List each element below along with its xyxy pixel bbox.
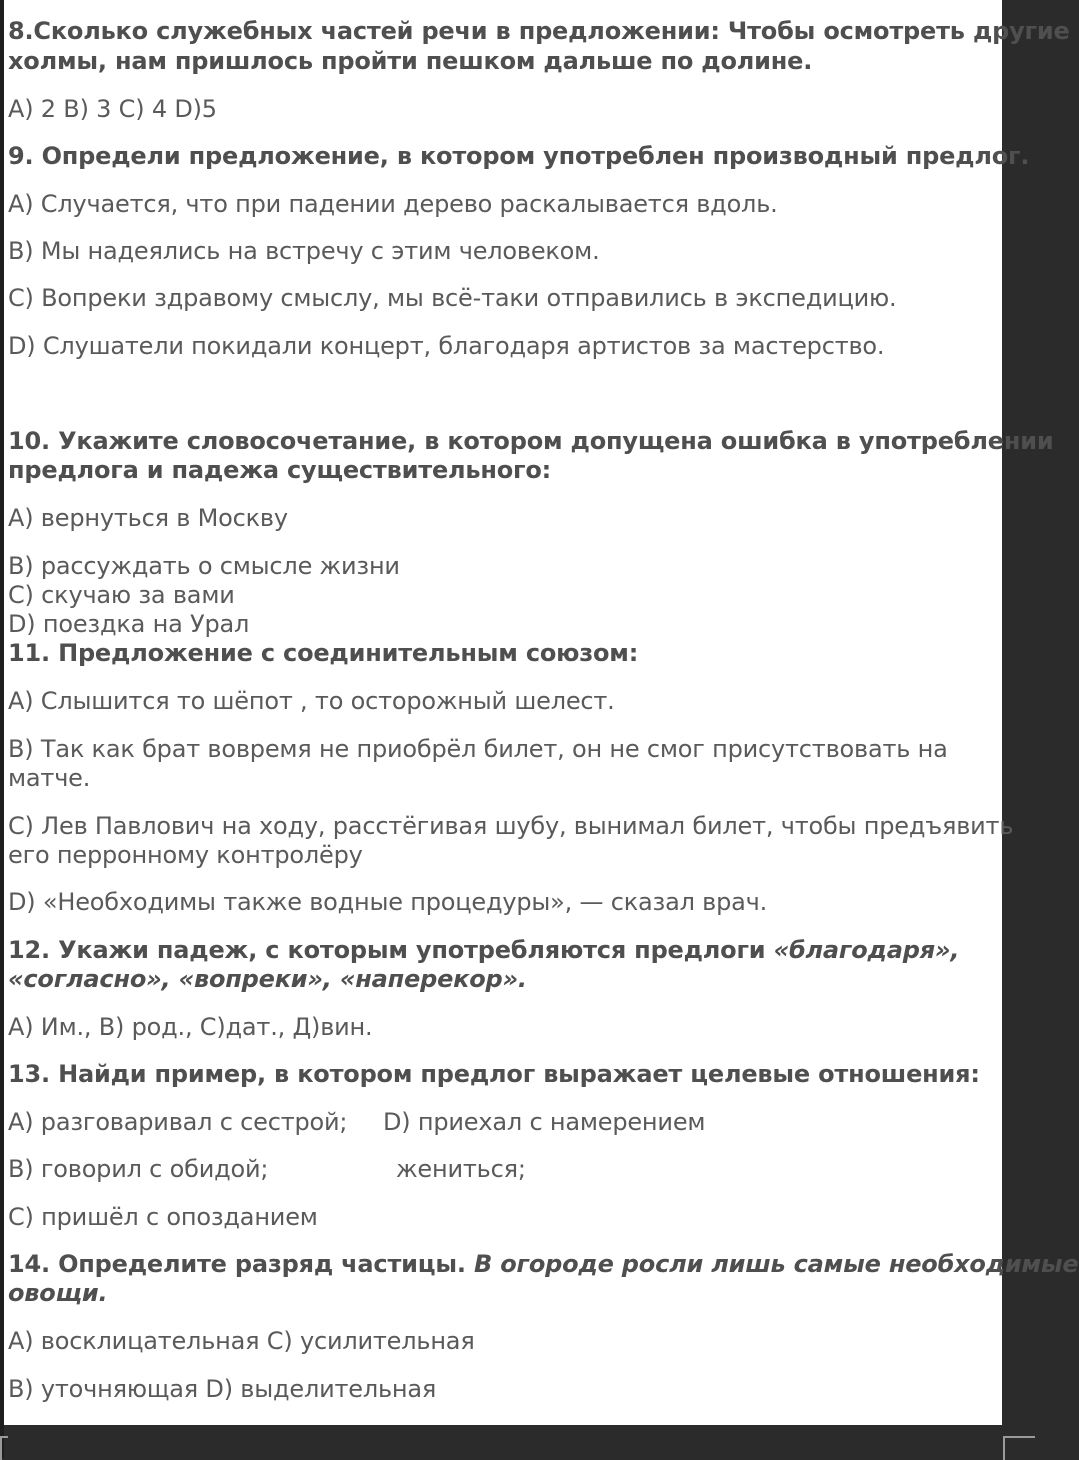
q11-title: 11. Предложение с соединительным союзом: (8, 639, 639, 667)
q10-option-d: D) поездка на Урал (8, 610, 250, 638)
q10-option-a: A) вернуться в Москву (8, 504, 288, 532)
q14-title-line2: овощи. (8, 1279, 108, 1307)
q11-option-c-line2: его перронному контролёру (8, 841, 363, 869)
q14-title-text: 14. Определите разряд частицы. (8, 1250, 474, 1278)
corner-mark-left (0, 1436, 8, 1460)
q9-option-c: C) Вопреки здравому смыслу, мы всё-таки отправились в экспедицию. (8, 284, 897, 312)
q14-options-line1: A) восклицательная C) усилительная (8, 1327, 475, 1355)
q9-title: 9. Определи предложение, в котором употреблен производный предлог. (8, 142, 1030, 170)
q11-option-a: A) Слышится то шёпот , то осторожный шелест. (8, 687, 615, 715)
q8-title-line2: холмы, нам пришлось пройти пешком дальше по долине. (8, 47, 813, 75)
q10-option-b: B) рассуждать о смысле жизни (8, 552, 400, 580)
q9-option-b: B) Мы надеялись на встречу с этим человеком. (8, 237, 600, 265)
q12-title-line1 (8, 936, 959, 965)
q12-title-italic: «благодаря», (773, 936, 960, 964)
q12-options: A) Им., B) род., C)дат., Д)вин. (8, 1013, 373, 1041)
q11-option-b-line2: матче. (8, 764, 91, 792)
corner-mark-right (1003, 1436, 1035, 1460)
q12-title-line2: «согласно», «вопреки», «наперекор». (8, 965, 527, 993)
q10-title-line1: 10. Укажите словосочетание, в котором допущена ошибка в употреблении (8, 427, 1054, 455)
document-page (4, 0, 1079, 1425)
q12-title-text: 12. Укажи падеж, с которым употребляются предлоги (8, 936, 774, 964)
q13-title: 13. Найди пример, в котором предлог выражает целевые отношения: (8, 1060, 980, 1088)
q8-options: A) 2 B) 3 C) 4 D)5 (8, 95, 217, 123)
q14-title-line1 (8, 1250, 1079, 1279)
q11-option-d: D) «Необходимы также водные процедуры», — сказал врач. (8, 888, 768, 916)
q9-option-a: A) Случается, что при падении дерево раскалывается вдоль. (8, 190, 778, 218)
q13-option-a: A) разговаривал с сестрой; (8, 1108, 348, 1136)
q13-option-d-line1: D) приехал с намерением (383, 1108, 706, 1136)
q13-option-c: C) пришёл с опозданием (8, 1203, 318, 1231)
q13-option-b: B) говорил с обидой; (8, 1155, 269, 1183)
q11-option-c-line1: C) Лев Павлович на ходу, расстёгивая шубу, вынимал билет, чтобы предъявить (8, 812, 1014, 840)
q14-title-italic: В огороде росли лишь самые необходимые (473, 1250, 1079, 1278)
q14-options-line2: B) уточняющая D) выделительная (8, 1375, 437, 1403)
q10-option-c: C) скучаю за вами (8, 581, 235, 609)
q8-title-line1: 8.Сколько служебных частей речи в предложении: Чтобы осмотреть другие (8, 17, 1070, 45)
q10-title-line2: предлога и падежа существительного: (8, 456, 552, 484)
q11-option-b-line1: B) Так как брат вовремя не приобрёл билет, он не смог присутствовать на (8, 735, 948, 763)
q13-option-d-line2: жениться; (396, 1155, 526, 1183)
q9-option-d: D) Слушатели покидали концерт, благодаря артистов за мастерство. (8, 332, 885, 360)
